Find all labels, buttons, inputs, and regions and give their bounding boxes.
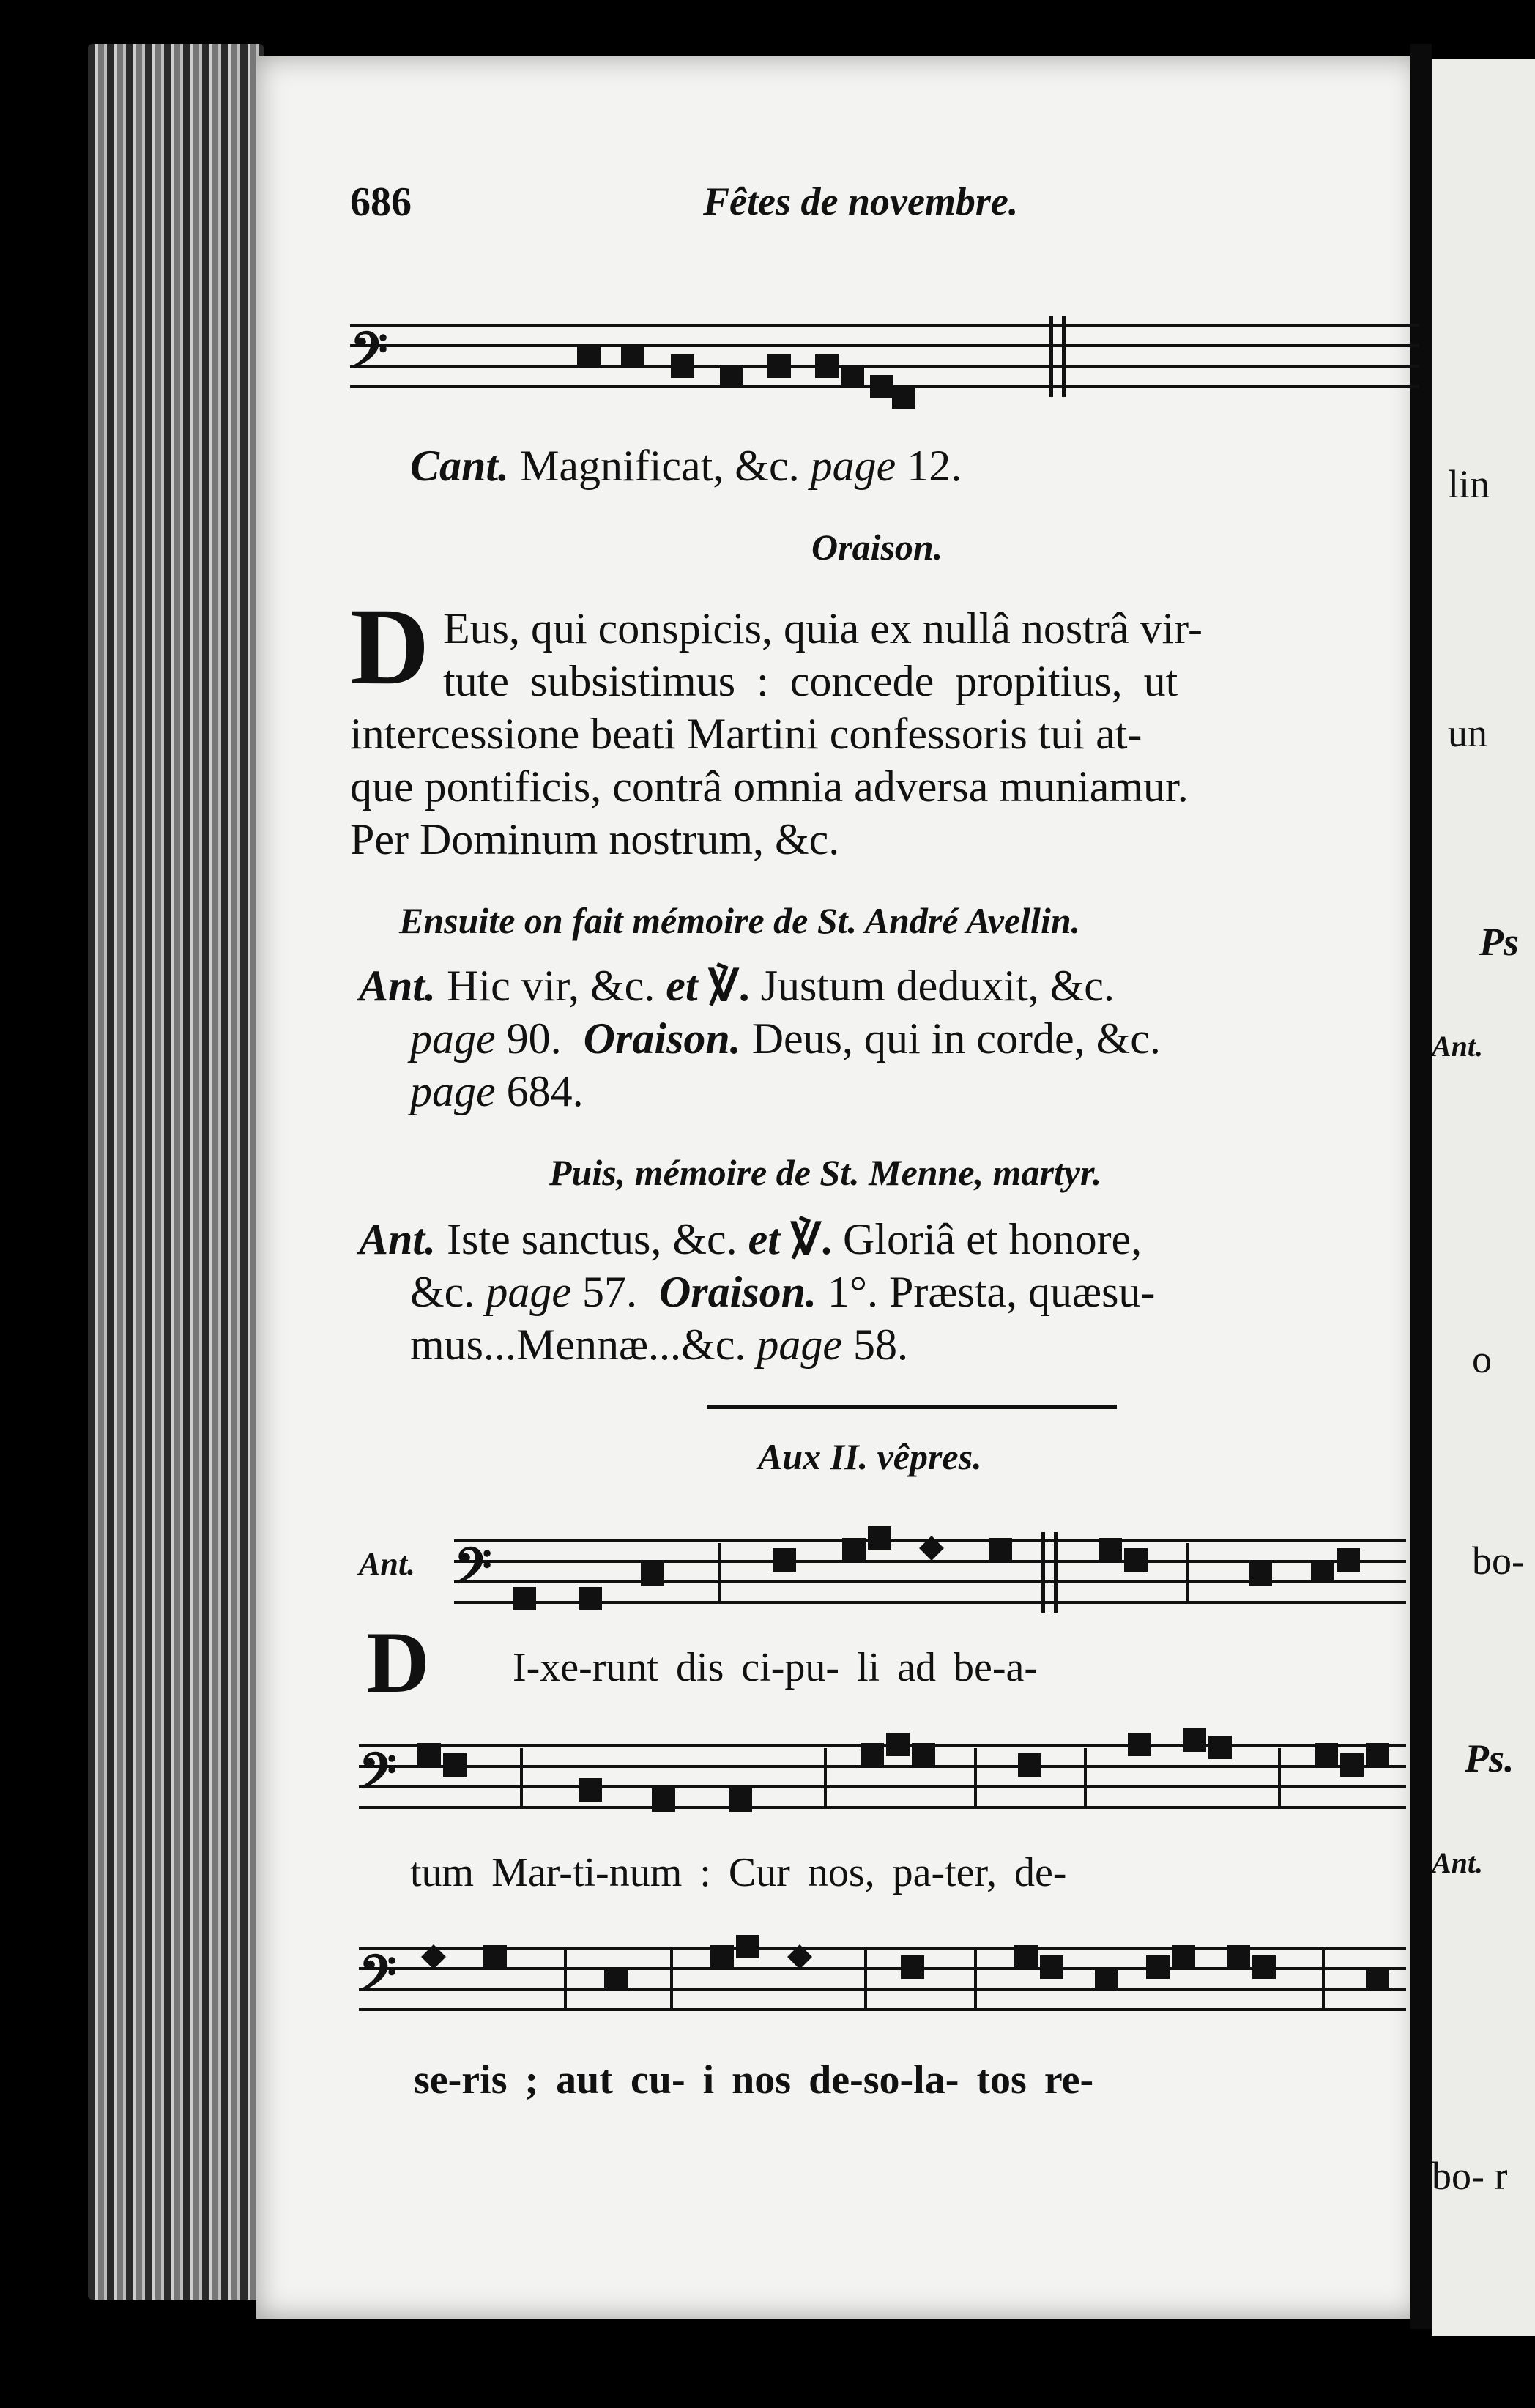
neume: [483, 1945, 507, 1969]
bar-line: [824, 1748, 827, 1807]
page-ref: 58.: [852, 1320, 908, 1369]
et-label: et: [666, 962, 698, 1010]
neume: [621, 344, 644, 368]
chant-staff: [359, 1737, 1406, 1818]
page-label: page: [410, 1067, 496, 1115]
bar-line: [1084, 1748, 1087, 1807]
oraison-text: 1°. Præsta, quæsu-: [828, 1268, 1156, 1316]
clef-icon: 𝄢: [454, 1538, 492, 1606]
drop-cap: D: [366, 1613, 430, 1711]
neume: [768, 354, 791, 378]
neume: [1183, 1728, 1206, 1752]
versicle-icon: ℣.: [708, 962, 750, 1010]
bar-line: [974, 1748, 977, 1807]
antiphon-line: [410, 1318, 908, 1371]
facing-word: un: [1448, 711, 1487, 755]
neume: [1146, 1955, 1170, 1979]
versicle-text: Justum deduxit, &c.: [760, 962, 1115, 1010]
neume: [1315, 1743, 1338, 1766]
oraison-heading: Oraison.: [811, 527, 943, 568]
neume: [1095, 1967, 1118, 1991]
bar-line: [1186, 1543, 1189, 1602]
neume: [1337, 1548, 1360, 1572]
running-title: Fêtes de novembre.: [703, 179, 1019, 223]
neume: [1128, 1733, 1151, 1756]
clef-icon: 𝄢: [350, 322, 388, 390]
neume: [1311, 1560, 1334, 1583]
clef-icon: 𝄢: [359, 1945, 397, 2013]
neume: [1340, 1753, 1364, 1777]
bar-line: [1278, 1748, 1281, 1807]
neume: [710, 1945, 734, 1969]
neume: [1099, 1538, 1122, 1561]
neume: [579, 1778, 602, 1802]
page-label: page: [486, 1268, 571, 1316]
double-bar: [1049, 316, 1066, 397]
neume: [1124, 1548, 1148, 1572]
et-label: et: [748, 1215, 780, 1263]
neume: [1208, 1736, 1232, 1759]
neume: [773, 1548, 796, 1572]
ant-label: Ant.: [359, 962, 436, 1010]
section-rule: [707, 1405, 1117, 1409]
antiphon-line: [410, 1065, 584, 1118]
neume: [1172, 1945, 1195, 1969]
neume: [577, 344, 601, 368]
neume: [1366, 1743, 1389, 1766]
ant-text: Hic vir, &c.: [447, 962, 655, 1010]
magnificat-line: [410, 439, 962, 492]
antiphon-line: [359, 1213, 1142, 1266]
facing-word: bo-: [1472, 1539, 1525, 1583]
prayer-line: que pontificis, contrâ omnia adversa muniamur.: [350, 762, 1189, 811]
neume: [1249, 1563, 1272, 1586]
neume: [720, 365, 743, 388]
neume: [443, 1753, 467, 1777]
page-ref: 12.: [907, 442, 962, 490]
neume: [729, 1788, 752, 1812]
bar-line: [670, 1950, 673, 2009]
page-edges: [88, 44, 264, 2300]
page-ref: 90.: [506, 1014, 562, 1063]
facing-word: bo- r: [1432, 2154, 1508, 2198]
neume: [417, 1743, 441, 1766]
chant-lyric: se-ris ; aut cu- i nos de-so-la- tos re-: [414, 2057, 1094, 2103]
bar-line: [520, 1748, 523, 1807]
neume: [736, 1935, 759, 1958]
neume: [842, 1538, 866, 1561]
page-label: page: [810, 442, 896, 490]
page-ref: 57.: [581, 1268, 637, 1316]
page-number: 686: [350, 179, 412, 225]
page-label: page: [757, 1320, 842, 1369]
neume: [1366, 1967, 1389, 1991]
bar-line: [864, 1950, 867, 2009]
neume: [868, 1526, 891, 1550]
neume: [989, 1538, 1012, 1561]
neume: [1040, 1955, 1063, 1979]
drop-cap: D: [350, 586, 430, 707]
neume: [886, 1733, 910, 1756]
rubric: Puis, mémoire de St. Menne, martyr.: [549, 1152, 1102, 1193]
page-label: page: [410, 1014, 496, 1063]
rubric: Ensuite on fait mémoire de St. André Avellin.: [399, 900, 1081, 941]
neume: [652, 1788, 675, 1812]
facing-word: Ps: [1479, 920, 1519, 964]
bar-line: [564, 1950, 567, 2009]
prayer-line: intercessione beati Martini confessoris tui at-: [350, 710, 1142, 758]
clef-icon: 𝄢: [359, 1743, 397, 1811]
versicle-text: Gloriâ et honore,: [842, 1215, 1142, 1263]
antiphon-line: [410, 1266, 1155, 1318]
neume: [1227, 1945, 1250, 1969]
facing-word: Ps.: [1465, 1736, 1514, 1780]
facing-word: Ant.: [1432, 1846, 1484, 1879]
neume: [1014, 1945, 1038, 1969]
neume: [870, 375, 893, 398]
oraison-label: Oraison.: [583, 1014, 741, 1063]
etc-text: &c.: [410, 1268, 475, 1316]
oraison-text: Deus, qui in corde, &c.: [751, 1014, 1161, 1063]
ant-label: Ant.: [359, 1215, 436, 1263]
ant-text: mus...Mennæ...&c.: [410, 1320, 746, 1369]
oraison-label: Oraison.: [658, 1268, 817, 1316]
prayer-line: Eus, qui conspicis, quia ex nullâ nostrâ vir-: [443, 604, 1203, 653]
facing-word: Ant.: [1432, 1030, 1484, 1063]
chant-staff: [454, 1532, 1406, 1613]
antiphon-line: [410, 1012, 1161, 1065]
ant-text: Iste sanctus, &c.: [447, 1215, 737, 1263]
prayer-line: tute subsistimus : concede propitius, ut: [443, 657, 1178, 705]
double-bar: [1041, 1532, 1058, 1613]
neume: [1018, 1753, 1041, 1777]
chant-lyric: tum Mar-ti-num : Cur nos, pa-ter, de-: [410, 1850, 1067, 1895]
facing-page: [1432, 59, 1535, 2336]
antiphon-line: [359, 959, 1115, 1012]
cant-label: Cant.: [410, 442, 510, 490]
page-ref: 684.: [506, 1067, 584, 1115]
bar-line: [718, 1543, 721, 1602]
neume: [815, 354, 839, 378]
neume: [912, 1743, 935, 1766]
neume: [901, 1955, 924, 1979]
versicle-icon: ℣.: [790, 1215, 832, 1263]
neume: [841, 365, 864, 388]
facing-word: o: [1472, 1337, 1492, 1381]
neume: [513, 1587, 536, 1610]
neume: [671, 354, 694, 378]
neume: [579, 1587, 602, 1610]
neume: [892, 385, 915, 409]
bar-line: [974, 1950, 977, 2009]
section-heading: Aux II. vêpres.: [758, 1436, 982, 1477]
neume: [641, 1563, 664, 1586]
neume: [1252, 1955, 1276, 1979]
magnificat-text: Magnificat, &c.: [520, 442, 800, 490]
facing-word: lin: [1448, 462, 1490, 506]
ant-label: Ant.: [359, 1546, 416, 1582]
chant-lyric: I-xe-runt dis ci-pu- li ad be-a-: [513, 1645, 1038, 1690]
bar-line: [1322, 1950, 1325, 2009]
neume: [604, 1967, 628, 1991]
chant-staff: [359, 1939, 1406, 2020]
chant-staff: [350, 316, 1419, 397]
prayer-line: Per Dominum nostrum, &c.: [350, 815, 840, 863]
neume: [861, 1743, 884, 1766]
